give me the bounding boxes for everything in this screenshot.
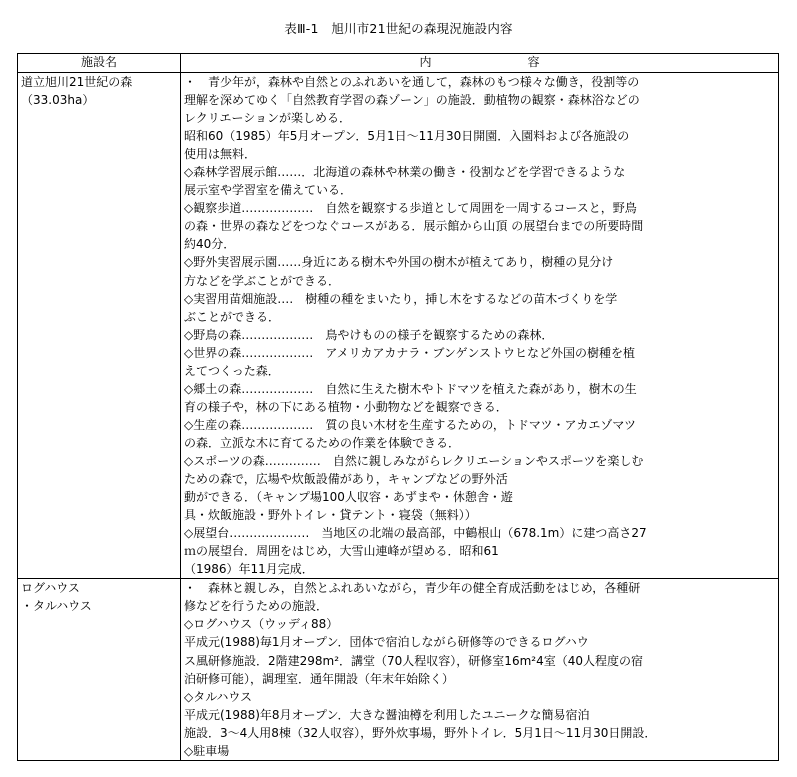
content-line: ・ 森林と親しみ，自然とふれあいながら，青少年の健全育成活動をはじめ，各種研 xyxy=(184,581,641,596)
content-line: 具・炊飯施設・野外トイレ・貸テント・寝袋（無料）） xyxy=(184,508,477,523)
content-line: 修などを行うための施設． xyxy=(184,599,329,614)
content-line: 使用は無料． xyxy=(184,147,257,162)
facility-name-cell xyxy=(18,579,181,760)
content-line: ぶことができる． xyxy=(184,309,281,324)
facility-name-line: ログハウス xyxy=(21,581,80,596)
content-line: 育の様子や，林の下にある植物・小動物などを観察できる． xyxy=(184,399,508,414)
content-line: 約40分． xyxy=(184,237,236,252)
content-line: ◇野外実習展示園‥‥‥身近にある樹木や外国の樹木が植えてあり，樹種の見分け xyxy=(184,255,614,270)
facility-content-cell xyxy=(181,73,779,579)
table-row xyxy=(18,579,779,760)
table-title: 表Ⅲ-1 旭川市21世紀の森現況施設内容 xyxy=(284,21,513,36)
content-line: ◇観察歩道‥‥‥‥‥‥‥‥‥ 自然を観察する歩道として周囲を一周するコースと，野鳥 xyxy=(184,201,637,216)
content-line: 方などを学ぶことができる． xyxy=(184,273,341,288)
content-line: ◇野鳥の森‥‥‥‥‥‥‥‥‥ 鳥やけものの様子を観察するための森林． xyxy=(184,327,554,342)
content-line: の森．立派な木に育てるための作業を体験できる． xyxy=(184,435,461,450)
content-line: 泊研修可能），調理室．通年開設（年末年始除く） xyxy=(184,671,455,686)
content-line: ◇展望台‥‥‥‥‥‥‥‥‥‥ 当地区の北端の最高部，中鶴根山（678.1m）に建つ高さ27 xyxy=(184,526,647,541)
table-row xyxy=(18,73,779,579)
content-line: ◇郷土の森‥‥‥‥‥‥‥‥‥ 自然に生えた樹木やトドマツを植えた森があり，樹木の生 xyxy=(184,381,637,396)
content-line: 動ができる．（キャンプ場100人収容・あずまや・休憩舎・遊 xyxy=(184,490,513,505)
content-header: 内 容 xyxy=(181,54,779,73)
content-line: ための森で，広場や炊飯設備があり，キャンプなどの野外活 xyxy=(184,472,508,487)
content-line: 展示室や学習室を備えている． xyxy=(184,183,353,198)
content-line: ◇タルハウス xyxy=(184,689,253,704)
content-line: ◇実習用苗畑施設‥‥ 樹種の種をまいたり，挿し木をするなどの苗木づくりを学 xyxy=(184,291,618,306)
facility-name-line: （33.03ha） xyxy=(21,93,95,108)
content-line: ス風研修施設．2階建298m²．講堂（70人程収容），研修室16m²4室（40人程度の宿 xyxy=(184,653,643,668)
content-line: ◇世界の森‥‥‥‥‥‥‥‥‥ アメリカアカナラ・ブンゲンストウヒなど外国の樹種を植 xyxy=(184,345,636,360)
content-line: （1986）年11月完成． xyxy=(184,562,314,577)
content-line: 昭和60（1985）年5月オープン．5月1日～11月30日開園．入園料および各施設の xyxy=(184,129,630,144)
content-line: ◇駐車場 xyxy=(184,743,230,758)
content-line: 施設．3～4人用8棟（32人収容），野外炊事場，野外トイレ．5月1日～11月30日開設． xyxy=(184,725,657,740)
content-line: の森・世界の森などをつなぐコースがある．展示館から山頂 の展望台までの所要時間 xyxy=(184,219,644,234)
table-header-row xyxy=(18,54,779,73)
facility-name-cell xyxy=(18,73,181,579)
content-line: 理解を深めてゆく「自然教育学習の森ゾーン」の施設．動植物の観察・森林浴などの xyxy=(184,93,640,108)
content-line: ◇生産の森‥‥‥‥‥‥‥‥‥ 質の良い木材を生産するための，トドマツ・アカエゾマツ xyxy=(184,417,636,432)
content-line: えてつくった森． xyxy=(184,363,280,378)
content-line: ◇スポーツの森‥‥‥‥‥‥‥ 自然に親しみながらレクリエーションやスポーツを楽しむ xyxy=(184,453,644,468)
content-line: ｍの展望台．周囲をはじめ，大雪山連峰が望める．昭和61 xyxy=(184,544,499,559)
content-line: レクリエーションが楽しめる． xyxy=(184,111,352,126)
facility-name-line: 道立旭川21世紀の森 xyxy=(21,75,133,89)
content-line: ◇ログハウス（ウッディ88） xyxy=(184,617,339,632)
facility-content-cell xyxy=(181,579,779,760)
facility-name-line: ・タルハウス xyxy=(21,599,92,614)
content-line: ◇森林学習展示館‥‥‥．北海道の森林や林業の働き・役割などを学習できるような xyxy=(184,165,626,180)
facility-name-header: 施設名 xyxy=(18,54,181,73)
facility-table xyxy=(17,53,779,761)
content-line: ・ 青少年が，森林や自然とのふれあいを通して，森林のもつ様々な働き，役割等の xyxy=(184,75,640,89)
content-line: 平成元(1988)年8月オープン．大きな醤油樽を利用したユニークな簡易宿泊 xyxy=(184,707,590,722)
content-line: 平成元(1988)毎1月オープン．団体で宿泊しながら研修等のできるログハウ xyxy=(184,635,589,650)
